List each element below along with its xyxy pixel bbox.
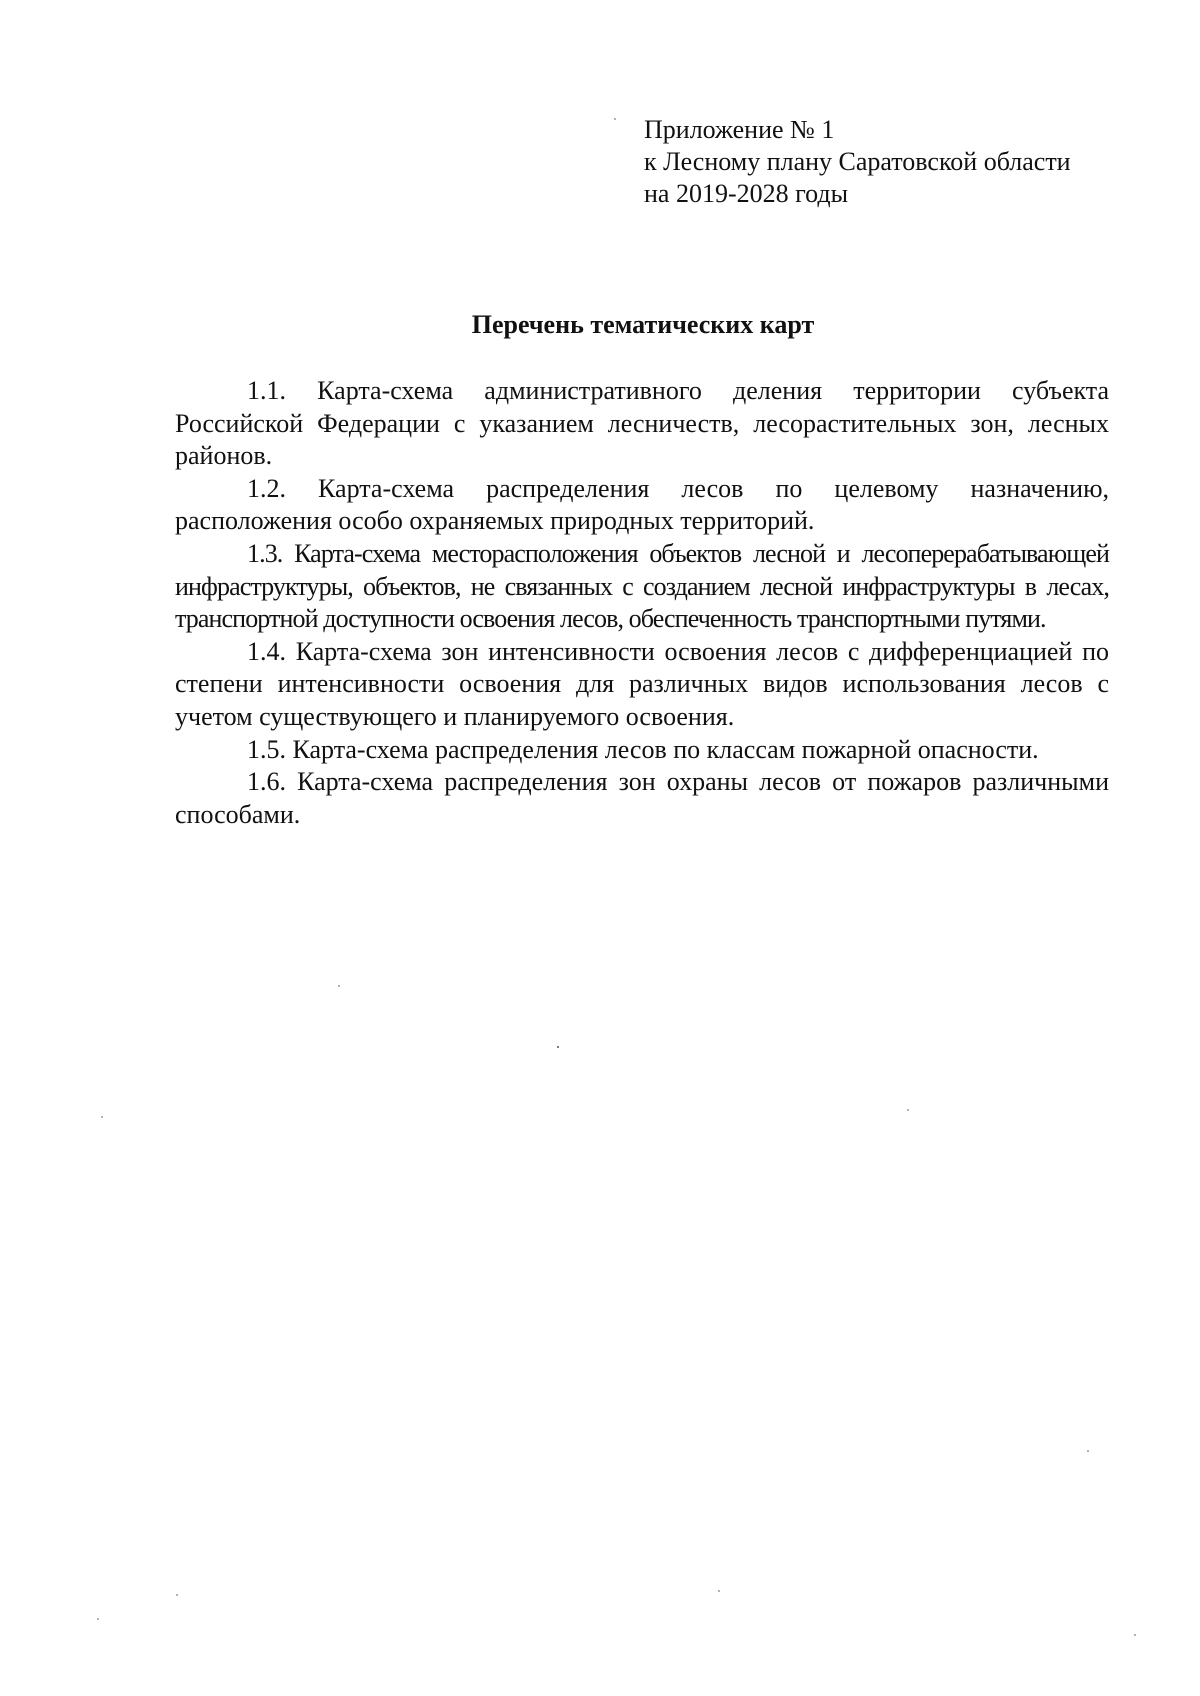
list-item: 1.6. Карта-схема распределения зон охраны лесов от пожаров различными способами.: [175, 767, 1109, 829]
scan-speck: [907, 1109, 909, 1111]
list-item: 1.3. Карта-схема месторасположения объектов лесной и лесоперерабатывающей инфраструктуры, объектов, не связанных с созданием лесной инфраструктуры в лесах, транспортной доступности освоения лесов, обеспеченность транспортными путями.: [175, 538, 1109, 634]
scan-speck: [718, 1590, 720, 1592]
appendix-header: [644, 114, 1124, 210]
document-title: Перечень тематических карт: [471, 310, 815, 339]
scan-speck: [1087, 1450, 1089, 1452]
scan-speck: [101, 1116, 103, 1118]
list-item: 1.5. Карта-схема распределения лесов по классам пожарной опасности.: [247, 734, 1039, 764]
appendix-period: на 2019-2028 годы: [644, 179, 849, 208]
list-item: 1.1. Карта-схема административного деления территории субъекта Российской Федерации с указанием лесничеств, лесорастительных зон, лесных районов.: [175, 376, 1109, 471]
scan-speck: [97, 1618, 99, 1620]
appendix-reference: к Лесному плану Саратовской области: [644, 147, 1071, 176]
scan-speck: [176, 1594, 178, 1596]
scan-speck: [338, 985, 340, 987]
scan-speck: [557, 1046, 559, 1048]
scan-speck: [614, 118, 616, 120]
list-item: 1.2. Карта-схема распределения лесов по целевому назначению, расположения особо охраняемых природных территорий.: [175, 473, 1109, 536]
list-item: 1.4. Карта-схема зон интенсивности освоения лесов с дифференциацией по степени интенсивности освоения для различных видов использования лесов с учетом существующего и планируемого освоения.: [175, 636, 1109, 731]
scan-speck: [1134, 1634, 1136, 1636]
appendix-number: Приложение № 1: [644, 115, 835, 144]
thematic-maps-list: [175, 375, 1109, 831]
